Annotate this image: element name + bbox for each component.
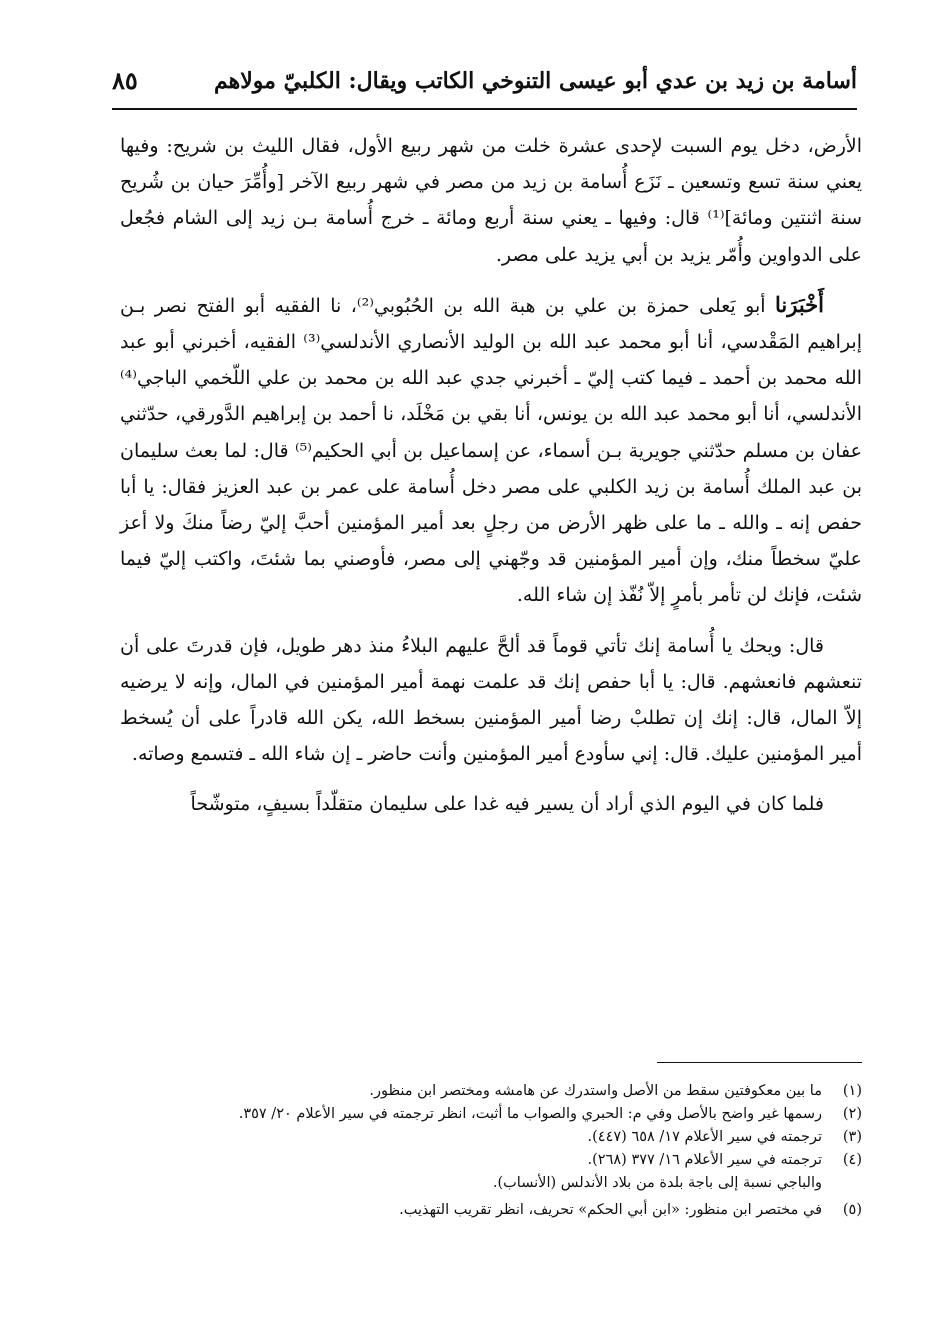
footnote-text: ترجمته في سير الأعلام ١٦/ ٣٧٧ (٢٦٨). xyxy=(587,1152,822,1168)
paragraph-2 xyxy=(120,287,862,614)
paragraph-2-lead-word: أَخْبَرَنا xyxy=(775,291,824,317)
paragraph-3: قال: ويحك يا أُسامة إنك تأتي قوماً قد ألحَّ عليهم البلاءُ منذ دهر طويل، فإن قدرتَ على أن تنعشهم فانعشهم. قال: يا أبا حفص إنك قد علمت نهمة أمير المؤمنين في المال، وإنه لا يرضيه إلاّ المال، قال: إنك إن تطلبْ رضا أمير المؤمنين بسخط الله، يكن الله قادراً على أن يُسخط أمير المؤمنين عليك. قال: إني سأودع أمير المؤمنين وأنت حاضر ـ إن شاء الله ـ فتسمع وصاته. xyxy=(120,634,862,766)
footnote-4 xyxy=(120,1149,862,1172)
footnote-text: في مختصر ابن منظور: «ابن أبي الحكم» تحريف، انظر تقريب التهذيب. xyxy=(399,1202,822,1218)
main-text xyxy=(120,128,862,823)
running-title: أسامة بن زيد بن عدي أبو عيسى التنوخي الكاتب ويقال: الكلبيّ مولاهم xyxy=(214,68,857,94)
footnote-text: ترجمته في سير الأعلام ١٧/ ٦٥٨ (٤٤٧). xyxy=(587,1129,822,1145)
footnote-text: رسمها غير واضح بالأصل وفي م: الحبري والصواب ما أثبت، انظر ترجمته في سير الأعلام ٢٠/ ٣٥٧. xyxy=(238,1106,822,1122)
footnote-text: ما بين معكوفتين سقط من الأصل واستدرك عن هامشه ومختصر ابن منظور. xyxy=(369,1083,822,1099)
footnote-number: (٣) xyxy=(842,1129,862,1145)
footnote-2 xyxy=(120,1103,862,1126)
footnote-divider xyxy=(657,1062,862,1063)
page-header xyxy=(112,62,857,110)
page-number: ٨٥ xyxy=(112,66,138,95)
footnote-1 xyxy=(120,1080,862,1103)
footnotes xyxy=(120,1080,862,1222)
paragraph-1: الأرض، دخل يوم السبت لإحدى عشرة خلت من شهر ربيع الأول، فقال الليث بن شريح: وفيها يعني سنة تسع وتسعين ـ نَزَع أُسامة بن زيد من مصر في شهر ربيع الآخر [وأُمِّرَ حيان بن شُريح سنة اثنتين ومائة]⁽¹⁾ قال: وفيها ـ يعني سنة أربع ومائة ـ خرج أُسامة بـن زيد إلى الشام فجُعل على الدواوين وأُمّر يزيد بن أبي يزيد على مصر. xyxy=(120,135,862,266)
footnote-number: (١) xyxy=(842,1083,862,1099)
footnote-4-continuation: والباجي نسبة إلى باجة بلدة من بلاد الأندلس (الأنساب). xyxy=(492,1175,822,1191)
footnote-number: (٢) xyxy=(842,1106,862,1122)
footnote-number: (٤) xyxy=(842,1152,862,1168)
paragraph-2-text: أبو يَعلى حمزة بن علي بن هبة الله بن الحُبُوبي⁽²⁾، نا الفقيه أبو الفتح نصر بـن إبراهيم المَقْدسي، أنا أبو محمد عبد الله بن الوليد الأنصاري الأندلسي⁽³⁾ الفقيه، أخبرني أبو عبد الله محمد بن أحمد ـ فيما كتب إليّ ـ أخبرني جدي عبد الله بن محمد بن علي اللّخمي الباجي⁽⁴⁾ الأندلسي، أنا أبو محمد عبد الله بن يونس، أنا بقي بن مَخْلَد، نا أحمد بن إبراهيم الدَّورقي، حدّثني عفان بن مسلم حدّثني جويرية بـن أسماء، عن إسماعيل بن أبي الحكيم⁽⁵⁾ قال: لما بعث سليمان بن عبد الملك أُسامة بن زيد الكلبي على مصر دخل أُسامة على عمر بن عبد العزيز فقال: يا أبا حفص إنه ـ والله ـ ما على ظهر الأرض من رجلٍ بعد أمير المؤمنين أحبَّ إليّ رضاً منكَ ولا أعز عليّ سخطاً منك، وإن أمير المؤمنين قد وجّهني إلى مصر، فأوصني بما شئتَ، واكتب إليّ فيما شئت، فإنك لن تأمر بأمرٍ إلاّ نُفّذ إن شاء الله. xyxy=(120,294,863,607)
paragraph-4: فلما كان في اليوم الذي أراد أن يسير فيه غدا على سليمان متقلّداً بسيفٍ، متوشّحاً xyxy=(190,793,824,816)
footnote-number: (٥) xyxy=(842,1202,862,1218)
footnote-5 xyxy=(120,1199,862,1222)
footnote-3 xyxy=(120,1126,862,1149)
